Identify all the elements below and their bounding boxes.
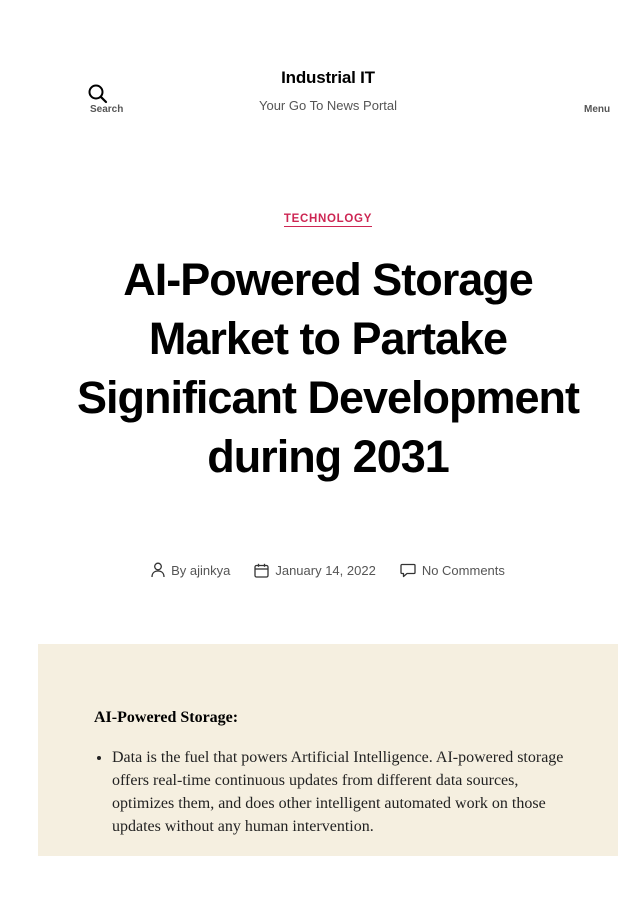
- post-author: [151, 562, 230, 578]
- post-content-inner: [94, 706, 564, 838]
- post-comments: [400, 563, 505, 578]
- site-description: Your Go To News Portal: [258, 98, 398, 113]
- category-link[interactable]: TECHNOLOGY: [283, 213, 373, 225]
- author-link[interactable]: By ajinkya: [171, 562, 231, 578]
- post-date: [254, 563, 375, 578]
- content-heading: AI-Powered Storage:: [94, 709, 239, 726]
- list-item: • Data is the fuel that powers Artificial Intelligence. AI-powered storage offers real-time continuous updates from different data sources, optimizes them, and does other intelligent automated work on those updates without any human intervention.: [112, 746, 564, 838]
- site-title[interactable]: Industrial IT: [281, 68, 375, 87]
- comments-link[interactable]: No Comments: [421, 562, 505, 578]
- post-content: [38, 644, 618, 856]
- site-header: [38, 38, 618, 138]
- comment-icon: [400, 563, 416, 578]
- post-title: AI-Powered Storage Market to Partake Significant Development during 2031: [76, 254, 580, 482]
- page: [38, 38, 618, 856]
- post-meta: [38, 562, 618, 578]
- menu-label[interactable]: Menu: [584, 104, 611, 115]
- post-category: [38, 209, 618, 227]
- calendar-icon: [254, 563, 269, 578]
- user-icon: [151, 562, 165, 578]
- content-bullet-list: [94, 746, 564, 838]
- search-label[interactable]: Search: [90, 104, 124, 115]
- date-link[interactable]: January 14, 2022: [275, 562, 376, 578]
